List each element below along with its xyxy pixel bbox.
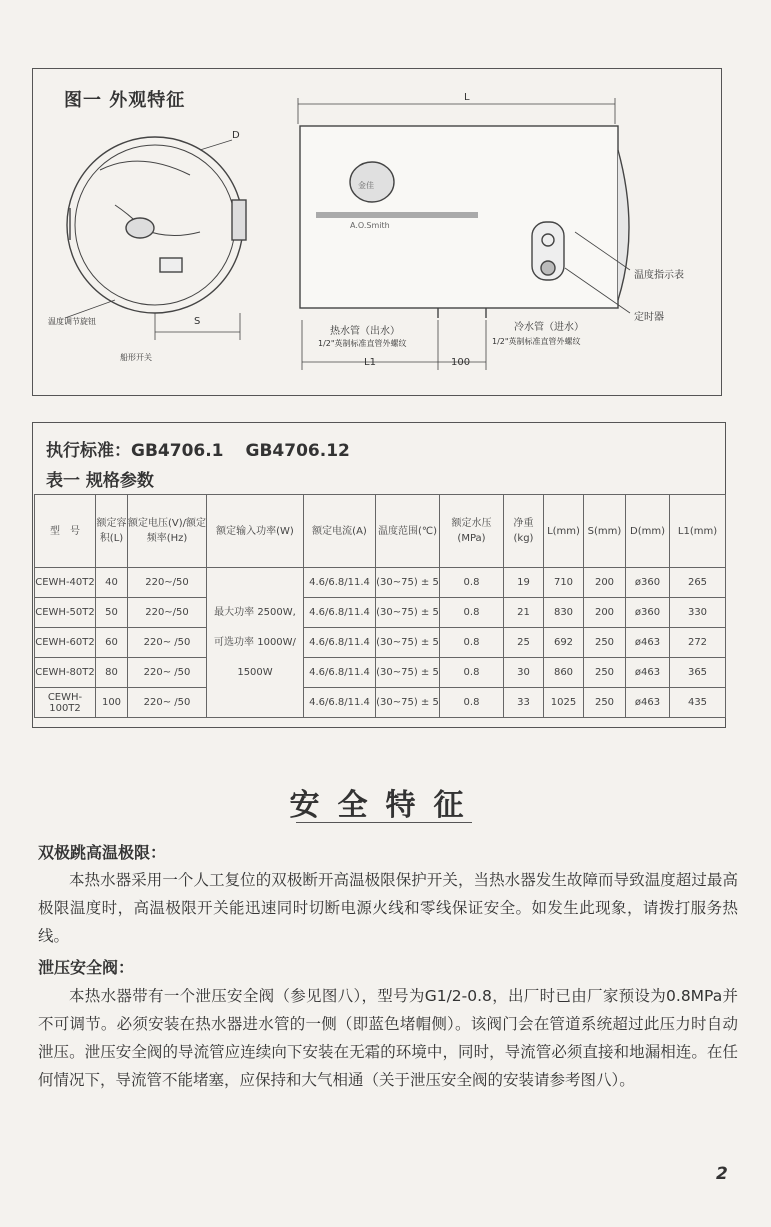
cell-d: ø360 [626, 598, 670, 628]
cell-pressure: 0.8 [440, 568, 504, 598]
cell-current: 4.6/6.8/11.4 [304, 568, 376, 598]
cell-temp: (30~75) ± 5 [376, 568, 440, 598]
label-d: D [232, 130, 240, 141]
cell-capacity: 60 [96, 628, 128, 658]
side-view [65, 137, 246, 340]
heading-pressure-relief-valve: 泄压安全阀： [38, 958, 135, 977]
cell-capacity: 40 [96, 568, 128, 598]
label-rocker-switch: 船形开关 [120, 353, 152, 362]
table-row [35, 568, 726, 598]
cell-temp: (30~75) ± 5 [376, 658, 440, 688]
label-cold-pipe-spec: 1/2"英制标准直管外螺纹 [492, 337, 581, 346]
cell-voltage: 220~/50 [128, 598, 207, 628]
cell-l1: 265 [670, 568, 726, 598]
cell-power [207, 568, 304, 718]
label-cold-pipe: 冷水管（进水） [514, 322, 584, 333]
standard-2: GB4706.12 [245, 441, 350, 461]
cell-l1: 330 [670, 598, 726, 628]
cell-l: 692 [544, 628, 584, 658]
section-title-underline [296, 822, 472, 823]
cell-weight: 30 [504, 658, 544, 688]
table-title: 表一 规格参数 [46, 471, 154, 491]
header-capacity: 额定容积(L) [96, 495, 128, 568]
label-hot-pipe-spec: 1/2"英制标准直管外螺纹 [318, 339, 407, 348]
label-l: L [464, 92, 470, 103]
cell-l1: 272 [670, 628, 726, 658]
table-row [35, 688, 726, 718]
paragraph-text: 本热水器带有一个泄压安全阀（参见图八），型号为G1/2-0.8，出厂时已由厂家预设为0.8MPa并不可调节。必须安装在热水器进水管的一侧（即蓝色堵帽侧）。该阀门会在管道系统超过此压力时自动泄压。泄压安全阀的导流管应连续向下安装在无霜的环境中，同时，导流管必须直接和地漏相连。在任何情况下，导流管不能堵塞，应保持和大气相通（关于泄压安全阀的安装请参考图八）。 [38, 987, 738, 1089]
label-hot-pipe: 热水管（出水） [330, 326, 400, 337]
cell-current: 4.6/6.8/11.4 [304, 658, 376, 688]
paragraph-pressure-relief-valve [38, 982, 738, 1094]
cell-s: 200 [584, 598, 626, 628]
cell-s: 250 [584, 658, 626, 688]
table-header-row [35, 495, 726, 568]
cell-d: ø360 [626, 568, 670, 598]
label-timer: 定时器 [634, 312, 664, 323]
cell-voltage: 220~ /50 [128, 628, 207, 658]
cell-model: CEWH-100T2 [35, 688, 96, 718]
power-line-1: 最大功率 2500W, [214, 606, 296, 618]
cell-weight: 19 [504, 568, 544, 598]
cell-temp: (30~75) ± 5 [376, 598, 440, 628]
standard-label: 执行标准： [46, 441, 131, 461]
standard-line [46, 436, 372, 461]
power-line-3: 1500W [237, 666, 273, 678]
cell-l: 710 [544, 568, 584, 598]
page-number: 2 [716, 1164, 728, 1184]
section-title: 安全特征 [289, 788, 482, 823]
cell-voltage: 220~ /50 [128, 688, 207, 718]
cell-s: 200 [584, 568, 626, 598]
cell-weight: 33 [504, 688, 544, 718]
figure-title: 图一 外观特征 [64, 90, 186, 111]
label-l1: L1 [364, 357, 376, 368]
paragraph-text: 本热水器采用一个人工复位的双极断开高温极限保护开关，当热水器发生故障而导致温度超过最高极限温度时，高温极限开关能迅速同时切断电源火线和零线保证安全。如发生此现象，请拨打服务热线。 [38, 871, 738, 945]
cell-d: ø463 [626, 688, 670, 718]
header-temp: 温度范围(℃) [376, 495, 440, 568]
cell-model: CEWH-60T2 [35, 628, 96, 658]
cell-weight: 21 [504, 598, 544, 628]
cell-voltage: 220~/50 [128, 568, 207, 598]
label-temp-knob: 温度调节旋钮 [48, 317, 96, 326]
header-l: L(mm) [544, 495, 584, 568]
paragraph-double-pole-limit [38, 866, 738, 950]
table-row [35, 628, 726, 658]
cell-temp: (30~75) ± 5 [376, 688, 440, 718]
cell-l1: 365 [670, 658, 726, 688]
header-l1: L1(mm) [670, 495, 726, 568]
cell-pressure: 0.8 [440, 628, 504, 658]
cell-temp: (30~75) ± 5 [376, 628, 440, 658]
cell-s: 250 [584, 628, 626, 658]
cell-l1: 435 [670, 688, 726, 718]
standard-1: GB4706.1 [131, 441, 224, 461]
spec-table [34, 494, 726, 718]
cell-model: CEWH-50T2 [35, 598, 96, 628]
water-heater-drawing [0, 0, 771, 420]
header-voltage: 额定电压(V)/额定频率(Hz) [128, 495, 207, 568]
cell-capacity: 80 [96, 658, 128, 688]
label-100: 100 [451, 357, 471, 368]
header-d: D(mm) [626, 495, 670, 568]
cell-d: ø463 [626, 628, 670, 658]
label-brand: A.O.Smith [350, 221, 390, 230]
header-current: 额定电流(A) [304, 495, 376, 568]
cell-voltage: 220~ /50 [128, 658, 207, 688]
cell-current: 4.6/6.8/11.4 [304, 598, 376, 628]
table-row [35, 598, 726, 628]
cell-pressure: 0.8 [440, 598, 504, 628]
cell-model: CEWH-80T2 [35, 658, 96, 688]
cell-l: 830 [544, 598, 584, 628]
cell-l: 1025 [544, 688, 584, 718]
header-weight: 净重(kg) [504, 495, 544, 568]
header-power: 额定输入功率(W) [207, 495, 304, 568]
cell-current: 4.6/6.8/11.4 [304, 688, 376, 718]
cell-pressure: 0.8 [440, 658, 504, 688]
heading-double-pole-limit: 双极跳高温极限： [38, 843, 167, 862]
header-model: 型 号 [35, 495, 96, 568]
cell-l: 860 [544, 658, 584, 688]
power-line-2: 可选功率 1000W/ [214, 636, 296, 648]
label-s: S [194, 316, 201, 327]
label-temp-gauge: 温度指示表 [634, 270, 684, 281]
cell-pressure: 0.8 [440, 688, 504, 718]
cell-d: ø463 [626, 658, 670, 688]
cell-current: 4.6/6.8/11.4 [304, 628, 376, 658]
header-s: S(mm) [584, 495, 626, 568]
cell-weight: 25 [504, 628, 544, 658]
cell-capacity: 100 [96, 688, 128, 718]
cell-model: CEWH-40T2 [35, 568, 96, 598]
header-pressure: 额定水压(MPa) [440, 495, 504, 568]
table-row [35, 658, 726, 688]
cell-capacity: 50 [96, 598, 128, 628]
cell-s: 250 [584, 688, 626, 718]
label-logo: 金佳 [358, 181, 374, 190]
